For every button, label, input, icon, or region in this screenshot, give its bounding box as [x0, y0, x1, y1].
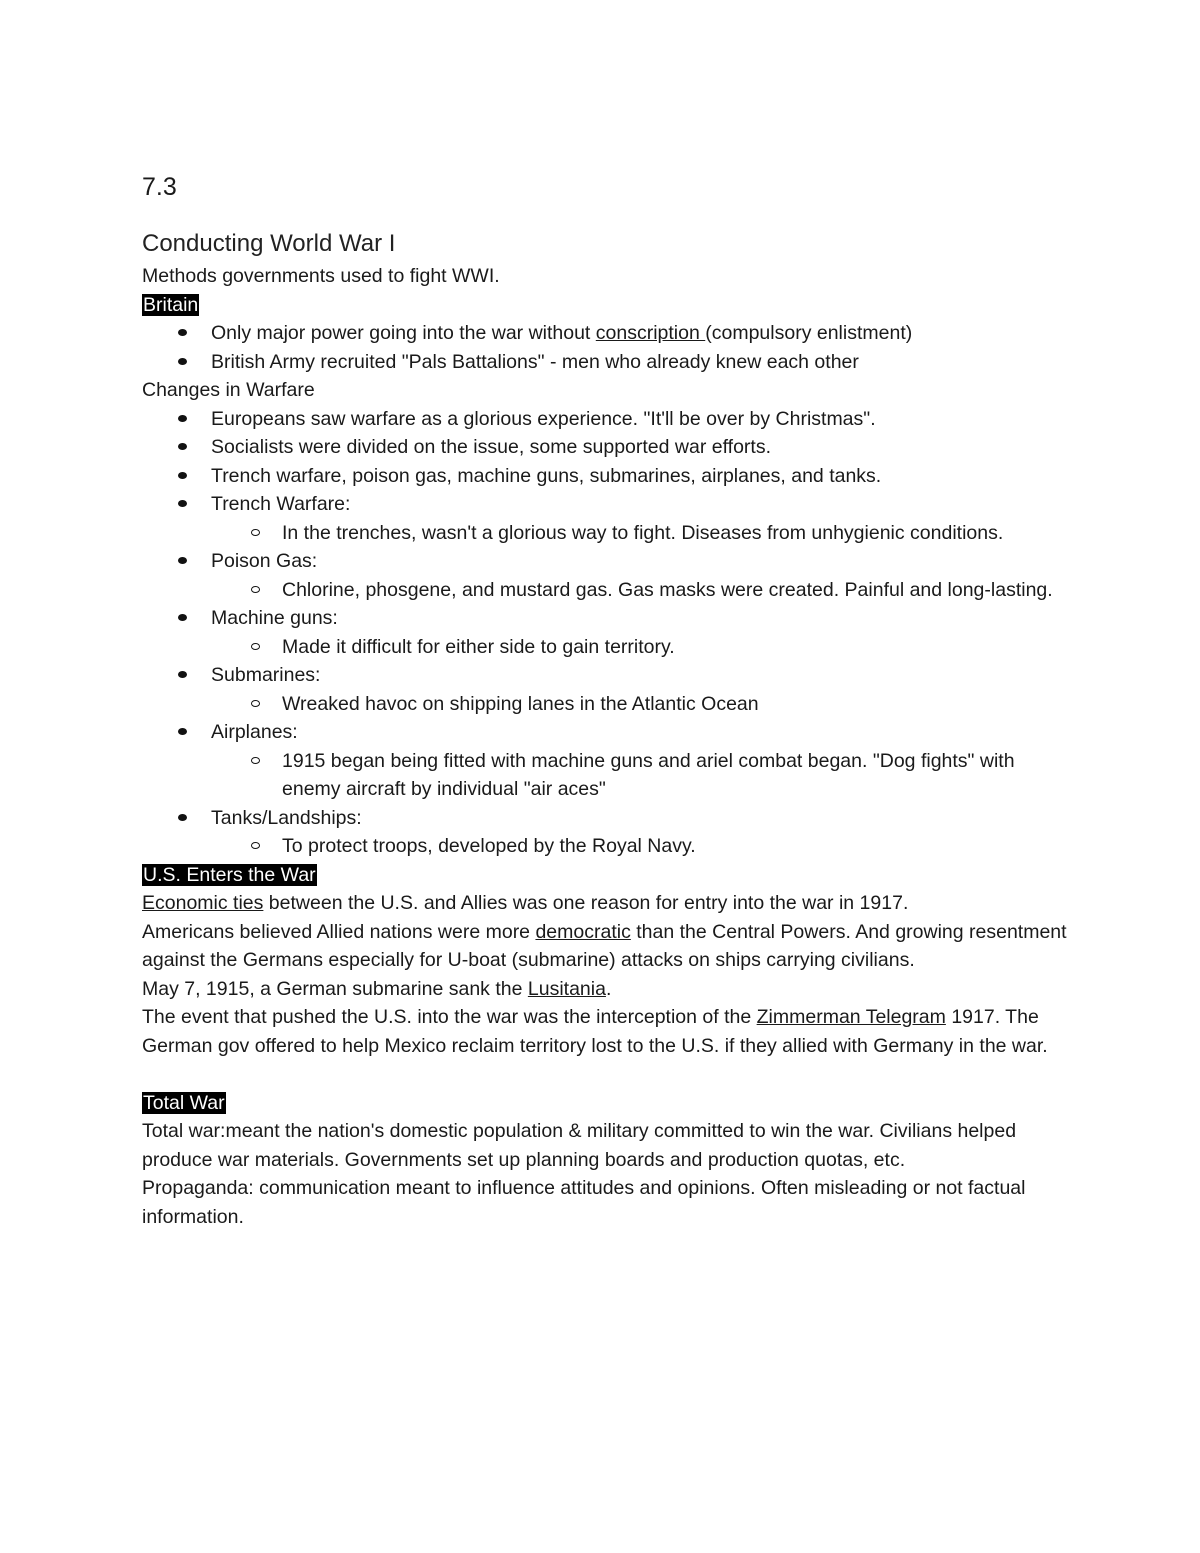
- planes-label: Airplanes:: [211, 721, 298, 743]
- list-item: Socialists were divided on the issue, some supported war efforts.: [211, 433, 1072, 462]
- sub-list-item: To protect troops, developed by the Royal Navy.: [282, 832, 1072, 861]
- bullet-text: Only major power going into the war without: [211, 322, 596, 344]
- list-item: [211, 804, 1072, 861]
- gas-label: Poison Gas:: [211, 550, 318, 572]
- britain-section: [142, 291, 1072, 320]
- changes-list: [142, 405, 1072, 861]
- list-item: [211, 319, 1072, 348]
- list-item: Europeans saw warfare as a glorious experience. "It'll be over by Christmas".: [211, 405, 1072, 434]
- sub-list: [211, 832, 1072, 861]
- us-heading: U.S. Enters the War: [143, 863, 316, 886]
- sub-list-item: 1915 began being fitted with machine guns and ariel combat began. "Dog fights" with enemy aircraft by individual "air aces": [282, 747, 1072, 804]
- list-item: [211, 718, 1072, 804]
- page-title: Conducting World War I: [142, 230, 396, 257]
- sub-list: [211, 690, 1072, 719]
- list-item: [211, 490, 1072, 547]
- paragraph-text: May 7, 1915, a German submarine sank the: [142, 977, 528, 1000]
- paragraph-text: .: [605, 977, 612, 1000]
- britain-list: [142, 319, 1072, 376]
- document-page: [142, 170, 1072, 1231]
- total-war-paragraph-1: Total war:meant the nation's domestic population & military committed to win the war. Civilians helped produce war materials. Governments set up planning boards and production quotas, etc.: [142, 1120, 1022, 1171]
- britain-heading: Britain: [143, 293, 199, 316]
- us-paragraph-3: [142, 975, 1072, 1004]
- lusitania-link[interactable]: Lusitania: [527, 977, 606, 1000]
- list-item: [211, 547, 1072, 604]
- democratic-link[interactable]: democratic: [535, 920, 631, 943]
- zimmerman-telegram-link[interactable]: Zimmerman Telegram: [756, 1006, 946, 1028]
- tanks-label: Tanks/Landships:: [211, 806, 362, 829]
- sub-list-item: Chlorine, phosgene, and mustard gas. Gas masks were created. Painful and long-lasting.: [282, 576, 1072, 605]
- economic-ties-link[interactable]: Economic ties: [142, 892, 264, 914]
- bullet-text: (compulsory enlistment): [705, 322, 913, 344]
- total-war-section: [142, 1089, 1072, 1118]
- us-paragraph-1: [142, 889, 1072, 918]
- sub-list: [211, 576, 1072, 605]
- conscription-link[interactable]: conscription: [595, 322, 706, 344]
- paragraph-text: than the Central Powers. And growing resentment against the Germans especially for U-boat (submarine) attacks on ships carrying civilians.: [142, 920, 1072, 971]
- list-item: [211, 661, 1072, 718]
- changes-heading: Changes in Warfare: [142, 379, 315, 401]
- list-item: British Army recruited "Pals Battalions" - men who already knew each other: [211, 348, 1072, 377]
- trench-label: Trench Warfare:: [211, 493, 351, 515]
- us-section: [142, 861, 1072, 890]
- list-item: [211, 604, 1072, 661]
- guns-label: Machine guns:: [211, 607, 338, 629]
- list-item: Trench warfare, poison gas, machine guns, submarines, airplanes, and tanks.: [211, 462, 1072, 491]
- sub-list-item: Wreaked havoc on shipping lanes in the Atlantic Ocean: [282, 690, 1072, 719]
- sub-list: [211, 519, 1072, 548]
- intro-text: Methods governments used to fight WWI.: [142, 265, 500, 287]
- total-war-paragraph-2: Propaganda: communication meant to influence attitudes and opinions. Often misleading or not factual information.: [142, 1177, 1031, 1228]
- paragraph-text: between the U.S. and Allies was one reason for entry into the war in 1917.: [263, 892, 909, 914]
- total-war-heading: Total War: [143, 1091, 225, 1114]
- sub-list-item: Made it difficult for either side to gain territory.: [282, 633, 1072, 662]
- us-paragraph-4: [142, 1003, 1072, 1060]
- paragraph-text: The event that pushed the U.S. into the war was the interception of the: [142, 1006, 757, 1028]
- section-number: 7.3: [142, 173, 177, 201]
- subs-label: Submarines:: [211, 664, 321, 686]
- paragraph-text: 1917. The German gov offered to help Mexico reclaim territory lost to the U.S. if they allied with Germany in the war.: [142, 1006, 1048, 1057]
- sub-list-item: In the trenches, wasn't a glorious way to fight. Diseases from unhygienic conditions.: [282, 519, 1072, 548]
- sub-list: [211, 747, 1072, 804]
- blank-line: [142, 1060, 1072, 1089]
- paragraph-text: Americans believed Allied nations were more: [142, 920, 536, 943]
- sub-list: [211, 633, 1072, 662]
- us-paragraph-2: [142, 918, 1072, 975]
